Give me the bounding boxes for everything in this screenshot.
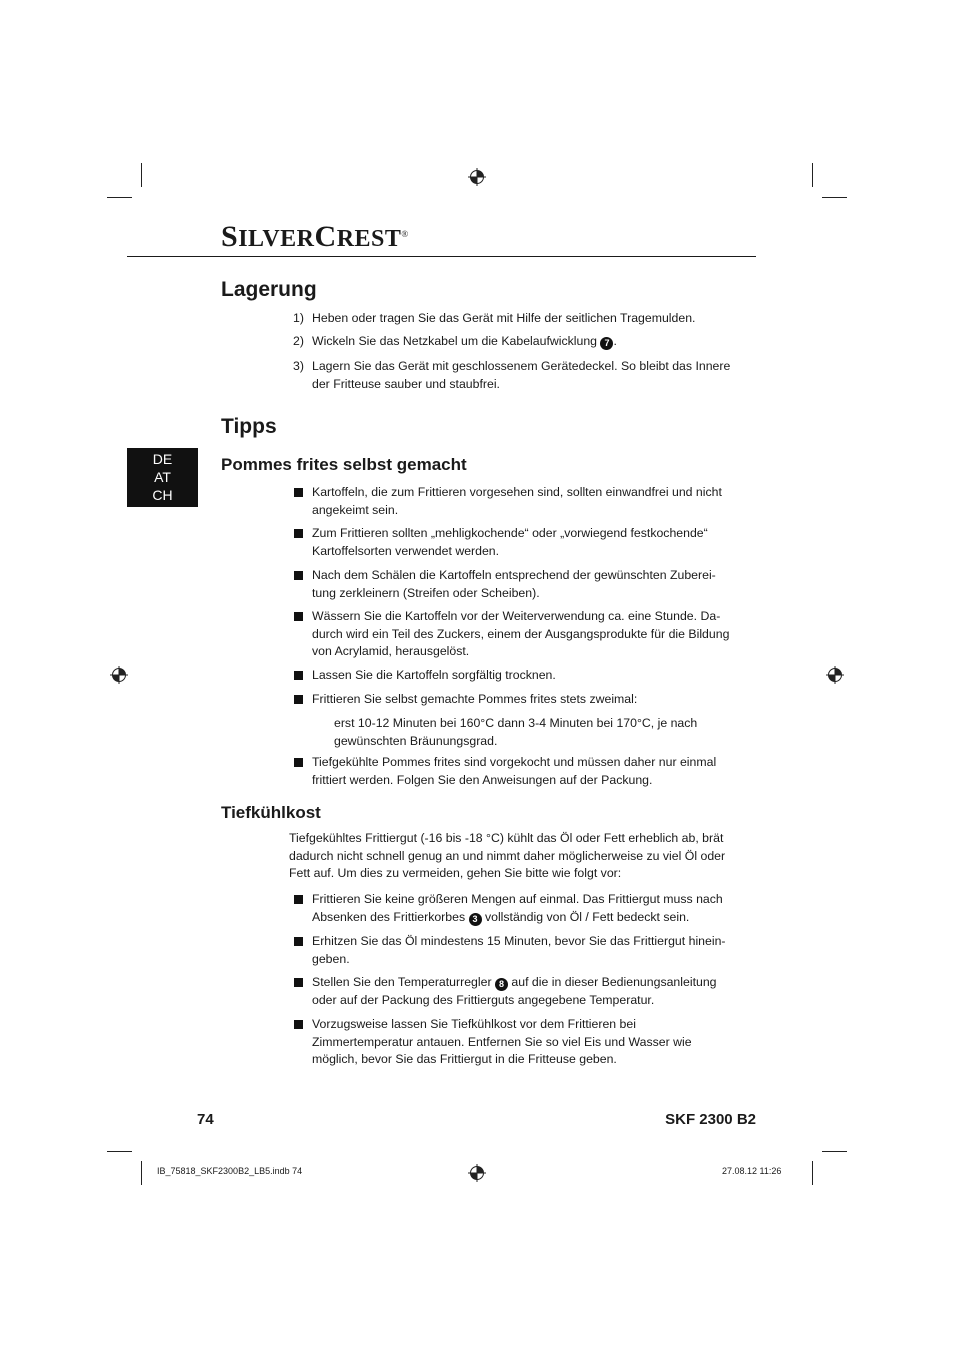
bullet-item: Frittieren Sie keine größeren Mengen auf einmal. Das Frittiergut muss nach Absenken des Frittierkorbes 3 vollständig von Öl / Fett bedeckt sein.: [293, 891, 739, 926]
crop-mark: [141, 1161, 142, 1185]
registration-mark-icon: [110, 666, 128, 684]
bullet-item: Frittieren Sie selbst gemachte Pommes frites stets zweimal:: [293, 691, 739, 709]
part-ref-badge: 8: [495, 978, 508, 991]
bullet-item: Stellen Sie den Temperaturregler 8 auf die in dieser Bedienungsanleitung oder auf der Packung des Frittierguts angegebene Temperatur.: [293, 974, 739, 1009]
bullet-item: Kartoffeln, die zum Frittieren vorgesehen sind, sollten einwandfrei und nicht angekeimt sein.: [293, 484, 739, 519]
bullet-item: Lassen Sie die Kartoffeln sorgfältig trocknen.: [293, 667, 739, 685]
crop-mark: [822, 197, 847, 198]
model-number: SKF 2300 B2: [665, 1111, 756, 1128]
bullet-square-icon: [294, 695, 303, 704]
page-number: 74: [197, 1111, 214, 1128]
bullet-square-icon: [294, 529, 303, 538]
registration-mark-icon: [468, 168, 486, 186]
bullet-item: Erhitzen Sie das Öl mindestens 15 Minuten, bevor Sie das Frittiergut hinein-geben.: [293, 933, 739, 968]
crop-mark: [141, 163, 142, 187]
bullet-square-icon: [294, 571, 303, 580]
part-ref-badge: 7: [600, 337, 613, 350]
crop-mark: [107, 197, 132, 198]
bullet-item: Vorzugsweise lassen Sie Tiefkühlkost vor dem Frittieren bei Zimmertemperatur antauen. Entfernen Sie so viel Eis und Wasser wie möglich, bevor Sie das Frittiergut in die Fritteuse geben.: [293, 1016, 739, 1069]
part-ref-badge: 3: [469, 913, 482, 926]
list-item: 2) Wickeln Sie das Netzkabel um die Kabelaufwicklung 7 .: [293, 334, 617, 348]
bullet-square-icon: [294, 937, 303, 946]
header-rule: [127, 256, 756, 257]
bullet-square-icon: [294, 758, 303, 767]
crop-mark: [812, 1161, 813, 1185]
indented-note: erst 10-12 Minuten bei 160°C dann 3-4 Minuten bei 170°C, je nach gewünschten Bräunungsgrad.: [334, 716, 698, 748]
bullet-square-icon: [294, 612, 303, 621]
registration-mark-icon: [826, 666, 844, 684]
print-slug-date: 27.08.12 11:26: [722, 1166, 782, 1176]
language-tab: DE AT CH: [127, 448, 198, 507]
crop-mark: [107, 1151, 132, 1152]
bullet-square-icon: [294, 671, 303, 680]
bullet-item: Tiefgekühlte Pommes frites sind vorgekocht und müssen daher nur einmal frittiert werden. Folgen Sie den Anweisungen auf der Packung.: [293, 754, 739, 789]
section-title-tipps: Tipps: [221, 415, 277, 438]
bullet-square-icon: [294, 895, 303, 904]
bullet-square-icon: [294, 978, 303, 987]
intro-paragraph: Tiefgekühltes Frittiergut (-16 bis -18 °C) kühlt das Öl oder Fett erheblich ab, brät dadurch nicht schnell genug an und nimmt daher möglicherweise zu viel Öl oder Fett auf. Um dies zu vermeiden, gehen Sie bitte wie folgt vor:: [289, 831, 726, 880]
bullet-item: Nach dem Schälen die Kartoffeln entsprechend der gewünschten Zuberei-tung zerkleinern (Streifen oder Scheiben).: [293, 567, 739, 602]
bullet-square-icon: [294, 1020, 303, 1029]
subsection-title-pommes: Pommes frites selbst gemacht: [221, 455, 467, 474]
list-item: 1) Heben oder tragen Sie das Gerät mit Hilfe der seitlichen Tragemulden.: [293, 311, 696, 325]
brand-logo: SILVERCREST®: [221, 220, 409, 253]
print-slug-file: IB_75818_SKF2300B2_LB5.indb 74: [157, 1166, 303, 1176]
bullet-item: Wässern Sie die Kartoffeln vor der Weiterverwendung ca. eine Stunde. Da-durch wird ein Teil des Zuckers, einem der Ausgangsprodukte für die Bildung von Acrylamid, herausgelöst.: [293, 608, 739, 661]
crop-mark: [822, 1151, 847, 1152]
section-title-lagerung: Lagerung: [221, 278, 317, 301]
crop-mark: [812, 163, 813, 187]
list-item: 3) Lagern Sie das Gerät mit geschlossenem Gerätedeckel. So bleibt das Innere der Fritteuse sauber und staubfrei.: [293, 359, 731, 391]
bullet-square-icon: [294, 488, 303, 497]
subsection-title-tiefkuehlkost: Tiefkühlkost: [221, 803, 321, 822]
bullet-item: Zum Frittieren sollten „mehligkochende“ oder „vorwiegend festkochende“ Kartoffelsorten verwendet werden.: [293, 525, 739, 560]
registration-mark-icon: [468, 1164, 486, 1182]
